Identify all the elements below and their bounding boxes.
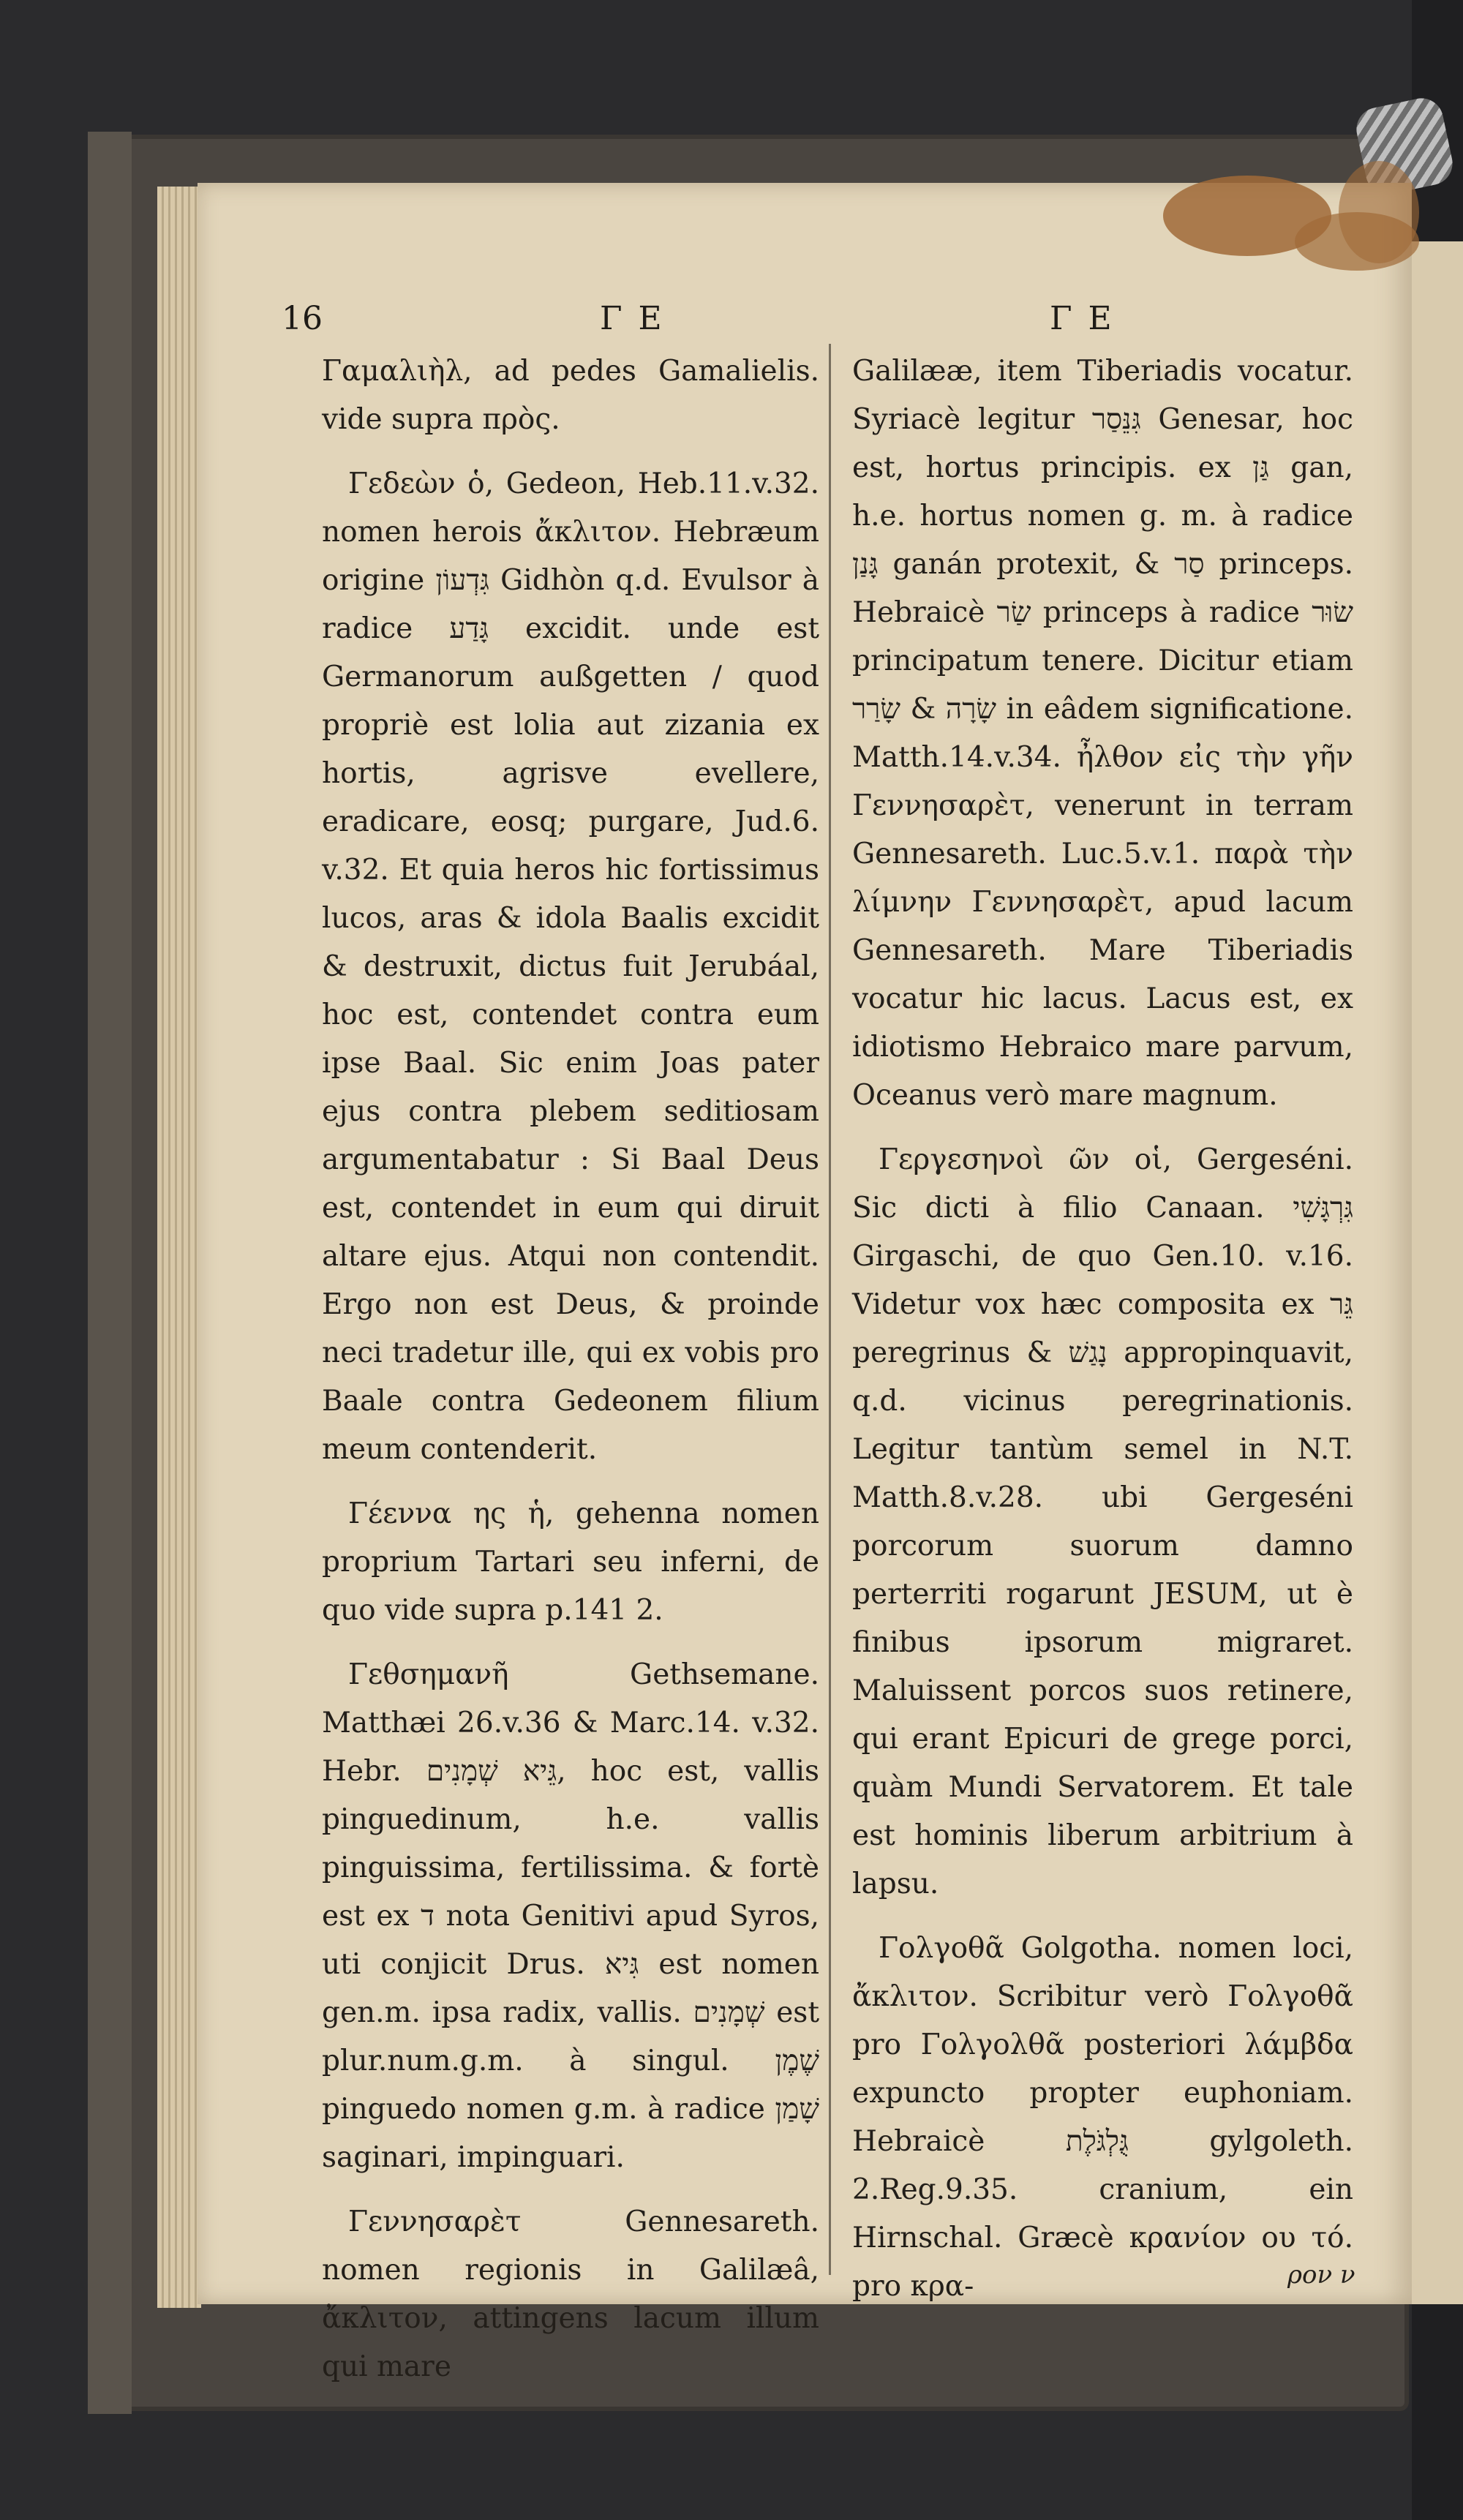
column-divider [829, 344, 831, 2275]
catchword: ρον ν [1287, 2260, 1355, 2290]
running-head-left: Γ Ε [600, 300, 665, 337]
dictionary-entry: Galilææ, item Tiberiadis vocatur. Syriacè legitur גִּנֵּסַר Genesar, hoc est, hortus principis. ex גַּן gan, h.e. hortus nomen g. m. à radice גָּנַן ganán protexit, & סַר princeps. Hebraicè שַׂר princeps à radice שׂוּר principatum tenere. Dicitur etiam שָׂרָה & שָׂרַר in eâdem significatione. Matth.14.v.34. ἦλθον εἰς τὴν γῆν Γεννησαρὲτ, venerunt in terram Gennesareth. Luc.5.v.1. παρὰ τὴν λίμνην Γεννησαρὲτ, apud lacum Gennesareth. Mare Tiberiadis vocatur hic lacus. Lacus est, ex idiotismo Hebraico mare parvum, Oceanus verò mare magnum. [852, 355, 1354, 1112]
dictionary-entry: Γέεννα ης ἡ, gehenna nomen proprium Tartari seu inferni, de quo vide supra p.141 2. [322, 1497, 819, 1627]
water-stain [1339, 161, 1419, 263]
running-head-right: Γ Ε [1050, 300, 1115, 337]
dictionary-entry: Γαμαλιὴλ, ad pedes Gamalielis. vide supra πρὸς. [322, 355, 819, 436]
page-number: 16 [282, 300, 323, 337]
dictionary-entry: Γεννησαρὲτ Gennesareth. nomen regionis in Galilæâ, ἄκλιτον, attingens lacum illum qui mare [322, 2205, 819, 2383]
dictionary-entry: Γεθσημανῆ Gethsemane. Matthæi 26.v.36 & Marc.14. v.32. Hebr. גֵּיא שְׁמָנִים, hoc est, vallis pinguedinum, h.e. vallis pinguissima, fertilissima. & fortè est ex ד nota Genitivi apud Syros, uti conjicit Drus. גִּיא est nomen gen.m. ipsa radix, vallis. שְׁמָנִים est plur.num.g.m. à singul. שֶׁמֶן pinguedo nomen g.m. à radice שָׁמַן saginari, impinguari. [322, 1658, 819, 2174]
right-column [852, 347, 1353, 2327]
dictionary-entry: Γεδεὼν ὁ, Gedeon, Heb.11.v.32. nomen herois ἄκλιτον. Hebræum origine גִּדְעוֹן Gidhòn q.d. Evulsor à radice גָּדַע excidit. unde est Germanorum außgetten / quod propriè est lolia aut zizania ex hortis, agrisve evellere, eradicare, eosq; purgare, Jud.6. v.32. Et quia heros hic fortissimus lucos, aras & idola Baalis excidit & destruxit, dictus fuit Jerubáal, hoc est, contendet contra eum ipse Baal. Sic enim Joas pater ejus contra plebem seditiosam argumentabatur : Si Baal Deus est, contendet in eum qui diruit altare ejus. Atqui non contendit. Ergo non est Deus, & proinde neci tradetur ille, qui ex vobis pro Baale contra Gedeonem filium meum contenderit. [322, 467, 819, 1466]
dictionary-entry: Γολγοθᾶ Golgotha. nomen loci, ἄκλιτον. Scribitur verò Γολγοθᾶ pro Γολγολθᾶ posteriori λάμβδα expuncto propter euphoniam. Hebraicè גֻּלְגֹּלֶת gylgoleth. 2.Reg.9.35. cranium, ein Hirnschal. Græcè κρανίον ου τό. pro κρα- [852, 1932, 1353, 2303]
cover-spine-edge [88, 132, 132, 2414]
dictionary-entry: Γεργεσηνοὶ ῶν οἱ, Gergeséni. Sic dicti à filio Canaan. גִּרְגָּשִׁי Girgaschi, de quo Gen.10. v.16. Videtur vox hæc composita ex גֵּר peregrinus & נָגַשׁ appropinquavit, q.d. vicinus peregrinationis. Legitur tantùm semel in N.T. Matth.8.v.28. ubi Gergeséni porcorum suorum damno perterriti rogarunt JESUM, ut è finibus ipsorum migraret. Maluissent porcos suos retinere, qui erant Epicuri de grege porci, quàm Mundi Servatorem. Et tale est hominis liberum arbitrium à lapsu. [852, 1143, 1353, 1900]
facing-page [1412, 241, 1463, 2304]
left-column [322, 347, 819, 2407]
page-stack [157, 187, 201, 2308]
